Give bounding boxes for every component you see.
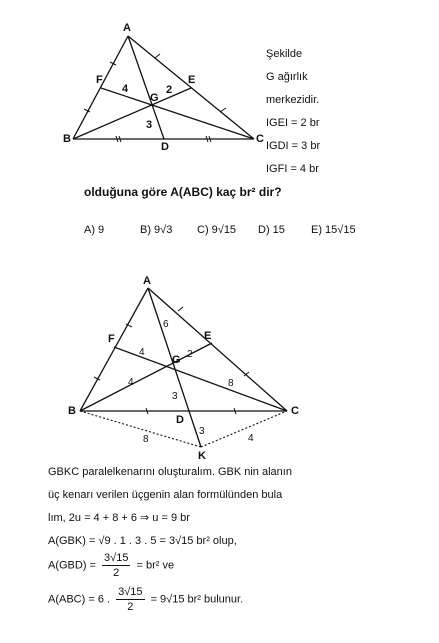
line6-left: A(ABC) = 6 .: [48, 593, 111, 606]
solution-line-1: GBKC paralelkenarını oluşturalım. GBK nin alanın: [48, 466, 292, 478]
given-line-5: IGDI = 3 br: [266, 140, 321, 152]
fig1-seg-gd: 3: [146, 119, 153, 131]
fig2-label-e: E: [204, 330, 212, 342]
given-line-4: IGEI = 2 br: [266, 117, 320, 129]
given-line-3: merkezidir.: [266, 94, 320, 106]
given-line-6: IGFI = 4 br: [266, 163, 319, 175]
option-d: D) 15: [258, 224, 285, 236]
solution-line-6: [48, 585, 243, 614]
option-a: A) 9: [84, 224, 105, 236]
option-e: E) 15√15: [311, 224, 356, 236]
fig2-label-k: K: [198, 450, 206, 462]
fig2-label-b: B: [68, 405, 76, 417]
fig2-seg-ge: 2: [187, 349, 193, 360]
fig2-tick: [178, 307, 183, 311]
fig2-seg-bk: 8: [143, 434, 149, 445]
fig2-seg-dk: 3: [199, 426, 205, 437]
option-c: C) 9√15: [197, 224, 237, 236]
solution-line-3: lım, 2u = 4 + 8 + 6 ⇒ u = 9 br: [48, 512, 190, 524]
fig2-label-g: G: [172, 354, 181, 366]
fig1-label-a: A: [123, 22, 131, 34]
given-line-1: Şekilde: [266, 48, 303, 60]
fig2-label-f: F: [108, 333, 115, 345]
line5-fraction: [102, 551, 130, 580]
line6-fraction: [116, 585, 144, 614]
fig2-seg-bg: 4: [128, 377, 134, 388]
fig2-label-c: C: [291, 405, 299, 417]
line5-denominator: 2: [113, 567, 120, 579]
fig2-seg-gc: 8: [228, 378, 234, 389]
question: olduğuna göre A(ABC) kaç br² dir?: [84, 185, 282, 199]
fig2-side-ab: [80, 288, 148, 411]
fig1-label-c: C: [256, 133, 264, 145]
solution-line-5: [48, 551, 174, 580]
line6-numerator: 3√15: [118, 586, 143, 598]
line6-denominator: 2: [127, 601, 134, 613]
fig2-seg-af: 6: [163, 319, 169, 330]
fig2-label-d: D: [176, 414, 184, 426]
fig1-seg-ge: 2: [166, 84, 173, 96]
solution-line-4: A(GBK) = √9 . 1 . 3 . 5 = 3√15 br² olup,: [48, 535, 237, 547]
given-line-2: G ağırlık: [266, 71, 308, 83]
solution-line-2: üç kenarı verilen üçgenin alan formülünden bula: [48, 489, 283, 501]
fig1-label-b: B: [63, 133, 71, 145]
line5-left: A(GBD) =: [48, 559, 96, 572]
line5-numerator: 3√15: [104, 552, 129, 564]
fig2-seg-fg: 4: [139, 347, 145, 358]
fig1-seg-fg: 4: [122, 83, 129, 95]
fig2-seg-kc: 4: [248, 433, 254, 444]
fig1-label-d: D: [161, 141, 169, 153]
fig1-label-g: G: [150, 92, 159, 104]
fig2-seg-gd: 3: [172, 391, 178, 402]
fig2-label-a: A: [143, 275, 151, 287]
option-b: B) 9√3: [140, 224, 173, 236]
fig2-dotted-kc: [201, 411, 287, 447]
line6-right: = 9√15 br² bulunur.: [150, 593, 244, 606]
line5-right: = br² ve: [136, 559, 175, 572]
fig1-label-e: E: [188, 74, 196, 86]
fig1-label-f: F: [96, 74, 103, 86]
